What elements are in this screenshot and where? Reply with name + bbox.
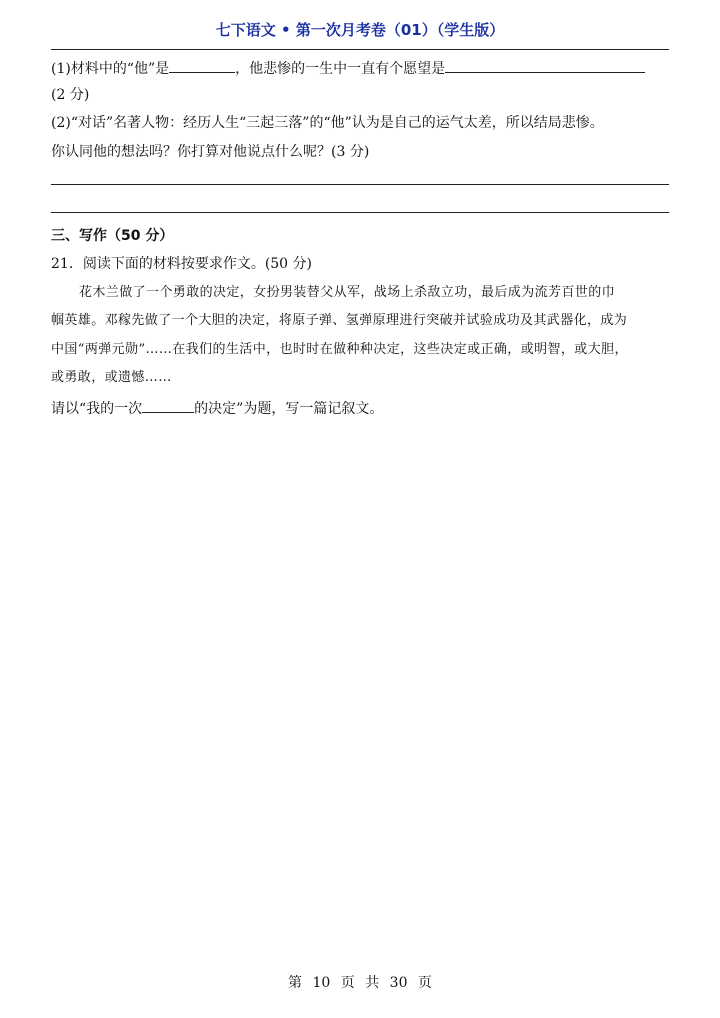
- page-header-title: 七下语文 • 第一次月考卷（01）（学生版）: [215, 21, 505, 39]
- answer-blank-2: [445, 57, 645, 73]
- essay-prompt-suffix: 的决定”为题，写一篇记叙文。: [194, 401, 384, 417]
- header-rule: [51, 49, 669, 50]
- title-blank: [142, 397, 194, 413]
- material-line-3: 中国“两弹元勋”……在我们的生活中，也时时在做种种决定，这些决定或正确，或明智，或大胆，: [51, 342, 628, 357]
- q20-part1-line: [51, 57, 669, 79]
- material-line-4: 或勇敢，或遗憾……: [51, 370, 172, 385]
- q20-part1-prefix: (1)材料中的“他”是: [51, 61, 170, 77]
- answer-line-1: [51, 184, 669, 185]
- q21-title: 21．阅读下面的材料按要求作文。(50 分): [51, 256, 313, 272]
- material-line-2: 帼英雄。邓稼先做了一个大胆的决定，将原子弹、氢弹原理进行突破并试验成功及其武器化，成为: [51, 313, 628, 328]
- q20-part1-score: (2 分): [51, 87, 90, 103]
- q20-part1-middle: ，他悲惨的一生中一直有个愿望是: [235, 61, 446, 77]
- essay-prompt-prefix: 请以“我的一次: [51, 401, 143, 417]
- material-line-1: 花木兰做了一个勇敢的决定，女扮男装替父从军，战场上杀敌立功，最后成为流芳百世的巾: [79, 285, 616, 300]
- answer-blank-1: [169, 57, 235, 73]
- q20-part2-line2: 你认同他的想法吗？你打算对他说点什么呢？(3 分): [51, 144, 370, 160]
- section-heading-writing: 三、写作（50 分）: [51, 228, 174, 244]
- essay-prompt: [51, 397, 669, 419]
- q20-part2-line1: (2)“对话”名著人物：经历人生“三起三落”的“他”认为是自己的运气太差，所以结局悲惨。: [51, 115, 604, 131]
- answer-line-2: [51, 212, 669, 213]
- page-footer-number: 第 10 页 共 30 页: [288, 975, 432, 991]
